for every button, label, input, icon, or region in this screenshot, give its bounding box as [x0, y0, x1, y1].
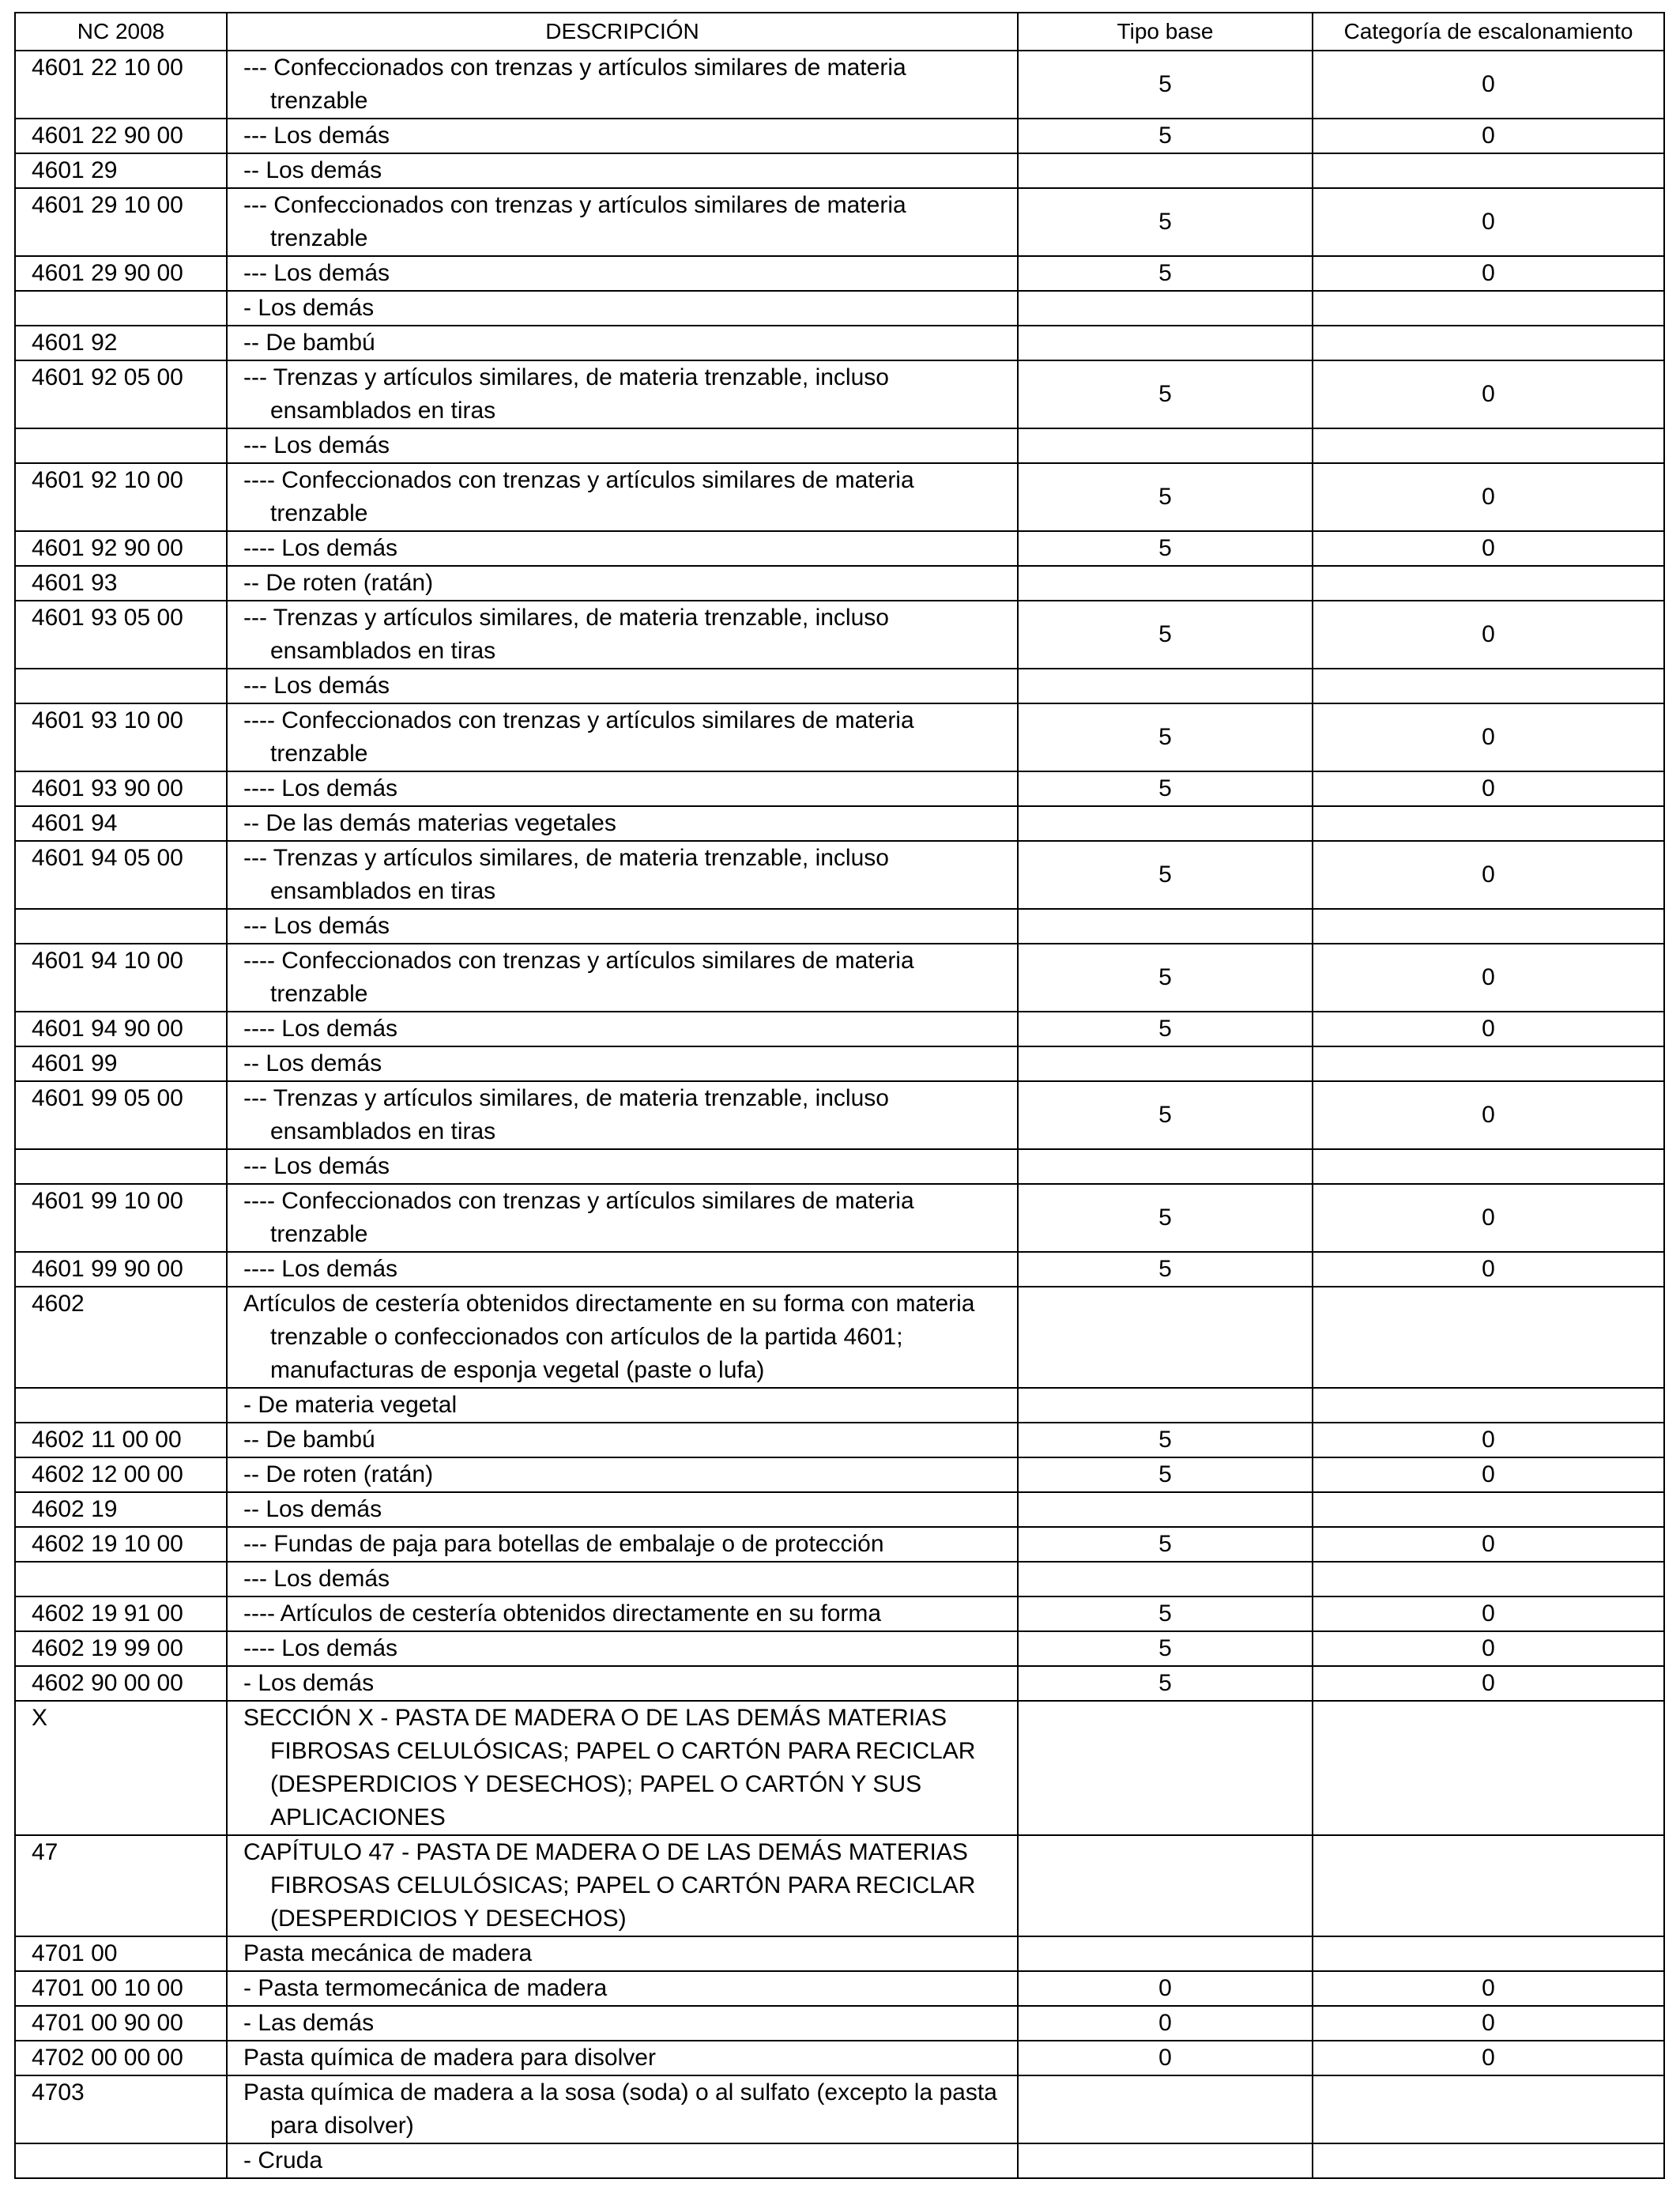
cn-code-cell: 4601 92 90 00	[15, 531, 227, 566]
cn-code-cell: 4602 19 10 00	[15, 1527, 227, 1562]
description-cell	[227, 1527, 1018, 1562]
base-rate-cell	[1018, 291, 1313, 326]
staging-category-cell: 0	[1313, 1666, 1664, 1701]
cn-code-cell: 4602	[15, 1287, 227, 1388]
description-cell	[227, 360, 1018, 428]
table-row	[15, 1492, 1664, 1527]
table-row	[15, 2075, 1664, 2143]
staging-category-cell	[1313, 291, 1664, 326]
base-rate-cell: 5	[1018, 1527, 1313, 1562]
cn-code-cell: 4602 12 00 00	[15, 1457, 227, 1492]
description-text: Pasta química de madera para disolver	[243, 2045, 656, 2071]
header-code: NC 2008	[15, 13, 227, 51]
description-text: CAPÍTULO 47 - PASTA DE MADERA O DE LAS DEMÁS MATERIAS FIBROSAS CELULÓSICAS; PAPEL O CARTÓN PARA RECICLAR (DESPERDICIOS Y DESECHOS)	[243, 1839, 976, 1932]
description-cell	[227, 1701, 1018, 1835]
cn-code-cell: 47	[15, 1835, 227, 1936]
base-rate-cell: 5	[1018, 51, 1313, 119]
table-row	[15, 1149, 1664, 1184]
description-cell	[227, 1631, 1018, 1666]
description-text: --- Los demás	[243, 260, 390, 286]
cn-code-cell: 4601 94 05 00	[15, 841, 227, 909]
staging-category-cell	[1313, 2075, 1664, 2143]
cn-code-cell: 4701 00 10 00	[15, 1971, 227, 2006]
staging-category-cell	[1313, 669, 1664, 703]
staging-category-cell	[1313, 326, 1664, 360]
description-text: ---- Los demás	[243, 1256, 398, 1282]
base-rate-cell: 5	[1018, 188, 1313, 256]
table-row	[15, 1835, 1664, 1936]
description-text: --- Los demás	[243, 123, 390, 149]
description-cell	[227, 326, 1018, 360]
staging-category-cell	[1313, 909, 1664, 944]
staging-category-cell: 0	[1313, 944, 1664, 1012]
staging-category-cell: 0	[1313, 1457, 1664, 1492]
base-rate-cell	[1018, 1492, 1313, 1527]
table-row	[15, 1562, 1664, 1596]
cn-code-cell: 4601 22 90 00	[15, 119, 227, 153]
table-row	[15, 1457, 1664, 1492]
table-row	[15, 1388, 1664, 1423]
description-cell	[227, 1012, 1018, 1046]
base-rate-cell	[1018, 1046, 1313, 1081]
description-cell	[227, 2075, 1018, 2143]
table-row	[15, 1252, 1664, 1287]
description-text: --- Trenzas y artículos similares, de materia trenzable, incluso ensamblados en tiras	[243, 364, 889, 424]
description-cell	[227, 1081, 1018, 1149]
base-rate-cell	[1018, 2075, 1313, 2143]
description-text: -- De las demás materias vegetales	[243, 810, 616, 836]
description-cell	[227, 2143, 1018, 2178]
base-rate-cell: 5	[1018, 1012, 1313, 1046]
table-row	[15, 463, 1664, 531]
staging-category-cell: 0	[1313, 2041, 1664, 2075]
base-rate-cell	[1018, 2143, 1313, 2178]
description-cell	[227, 428, 1018, 463]
table-row	[15, 944, 1664, 1012]
staging-category-cell	[1313, 1936, 1664, 1971]
base-rate-cell: 5	[1018, 703, 1313, 771]
base-rate-cell: 5	[1018, 944, 1313, 1012]
table-row	[15, 1971, 1664, 2006]
base-rate-cell: 5	[1018, 463, 1313, 531]
description-text: --- Trenzas y artículos similares, de materia trenzable, incluso ensamblados en tiras	[243, 845, 889, 904]
cn-code-cell	[15, 1562, 227, 1596]
description-text: -- De roten (ratán)	[243, 570, 434, 596]
cn-code-cell	[15, 909, 227, 944]
description-cell	[227, 841, 1018, 909]
description-cell	[227, 1252, 1018, 1287]
staging-category-cell: 0	[1313, 51, 1664, 119]
table-row	[15, 428, 1664, 463]
base-rate-cell	[1018, 566, 1313, 601]
table-header	[15, 13, 1664, 51]
staging-category-cell	[1313, 1388, 1664, 1423]
base-rate-cell	[1018, 806, 1313, 841]
cn-code-cell: 4601 29	[15, 153, 227, 188]
staging-category-cell	[1313, 1149, 1664, 1184]
description-cell	[227, 909, 1018, 944]
header-description: DESCRIPCIÓN	[227, 13, 1018, 51]
cn-code-cell: 4601 29 90 00	[15, 256, 227, 291]
base-rate-cell: 5	[1018, 1596, 1313, 1631]
description-text: - Cruda	[243, 2147, 323, 2173]
table-body	[15, 51, 1664, 2178]
staging-category-cell	[1313, 1046, 1664, 1081]
base-rate-cell	[1018, 326, 1313, 360]
description-text: --- Los demás	[243, 673, 390, 699]
description-text: ---- Los demás	[243, 535, 398, 561]
table-row	[15, 771, 1664, 806]
cn-code-cell: 4703	[15, 2075, 227, 2143]
description-cell	[227, 1423, 1018, 1457]
table-row	[15, 806, 1664, 841]
description-cell	[227, 51, 1018, 119]
staging-category-cell	[1313, 1287, 1664, 1388]
staging-category-cell: 0	[1313, 188, 1664, 256]
cn-code-cell: 4602 19	[15, 1492, 227, 1527]
description-cell	[227, 256, 1018, 291]
staging-category-cell: 0	[1313, 841, 1664, 909]
cn-code-cell: 4601 93 05 00	[15, 601, 227, 669]
base-rate-cell: 5	[1018, 1666, 1313, 1701]
description-text: --- Confeccionados con trenzas y artículos similares de materia trenzable	[243, 192, 906, 251]
staging-category-cell: 0	[1313, 463, 1664, 531]
table-row	[15, 1666, 1664, 1701]
staging-category-cell	[1313, 1492, 1664, 1527]
description-cell	[227, 1936, 1018, 1971]
description-cell	[227, 1287, 1018, 1388]
base-rate-cell	[1018, 909, 1313, 944]
cn-code-cell: 4601 92 05 00	[15, 360, 227, 428]
cn-code-cell: 4701 00 90 00	[15, 2006, 227, 2041]
description-cell	[227, 1184, 1018, 1252]
staging-category-cell	[1313, 806, 1664, 841]
description-cell	[227, 1666, 1018, 1701]
description-text: --- Trenzas y artículos similares, de materia trenzable, incluso ensamblados en tiras	[243, 1085, 889, 1144]
base-rate-cell	[1018, 1287, 1313, 1388]
base-rate-cell	[1018, 1835, 1313, 1936]
base-rate-cell	[1018, 1936, 1313, 1971]
base-rate-cell: 5	[1018, 1081, 1313, 1149]
description-cell	[227, 188, 1018, 256]
cn-code-cell: 4601 94 10 00	[15, 944, 227, 1012]
table-row	[15, 51, 1664, 119]
staging-category-cell: 0	[1313, 1423, 1664, 1457]
cn-code-cell: 4602 19 91 00	[15, 1596, 227, 1631]
base-rate-cell: 5	[1018, 1252, 1313, 1287]
cn-code-cell: 4601 29 10 00	[15, 188, 227, 256]
cn-code-cell: 4601 92	[15, 326, 227, 360]
table-row	[15, 1046, 1664, 1081]
description-text: - Los demás	[243, 295, 375, 321]
table-row	[15, 1012, 1664, 1046]
table-row	[15, 1527, 1664, 1562]
base-rate-cell: 5	[1018, 1457, 1313, 1492]
cn-code-cell: 4601 94 90 00	[15, 1012, 227, 1046]
staging-category-cell: 0	[1313, 1527, 1664, 1562]
staging-category-cell: 0	[1313, 1596, 1664, 1631]
description-cell	[227, 1492, 1018, 1527]
base-rate-cell: 0	[1018, 2006, 1313, 2041]
table-row	[15, 841, 1664, 909]
staging-category-cell	[1313, 1562, 1664, 1596]
base-rate-cell: 5	[1018, 360, 1313, 428]
description-text: Pasta química de madera a la sosa (soda) o al sulfato (excepto la pasta para disolver)	[243, 2079, 997, 2139]
table-row	[15, 2041, 1664, 2075]
description-cell	[227, 1835, 1018, 1936]
table-row	[15, 326, 1664, 360]
base-rate-cell	[1018, 428, 1313, 463]
staging-category-cell: 0	[1313, 1252, 1664, 1287]
cn-code-cell: 4601 99	[15, 1046, 227, 1081]
staging-category-cell: 0	[1313, 1184, 1664, 1252]
description-text: --- Fundas de paja para botellas de embalaje o de protección	[243, 1531, 884, 1557]
description-cell	[227, 463, 1018, 531]
staging-category-cell	[1313, 153, 1664, 188]
base-rate-cell: 5	[1018, 119, 1313, 153]
base-rate-cell	[1018, 1388, 1313, 1423]
description-text: --- Los demás	[243, 1566, 390, 1592]
description-cell	[227, 2041, 1018, 2075]
table-row	[15, 601, 1664, 669]
staging-category-cell: 0	[1313, 1012, 1664, 1046]
description-text: -- Los demás	[243, 1496, 382, 1522]
table-row	[15, 256, 1664, 291]
base-rate-cell: 5	[1018, 256, 1313, 291]
cn-code-cell: 4601 93 10 00	[15, 703, 227, 771]
header-row	[15, 13, 1664, 51]
table-row	[15, 2143, 1664, 2178]
staging-category-cell: 0	[1313, 256, 1664, 291]
staging-category-cell: 0	[1313, 771, 1664, 806]
tariff-table	[14, 12, 1665, 2179]
table-row	[15, 1936, 1664, 1971]
table-row	[15, 1081, 1664, 1149]
description-text: ---- Los demás	[243, 1635, 398, 1661]
description-text: --- Los demás	[243, 1153, 390, 1179]
description-text: ---- Los demás	[243, 1016, 398, 1042]
header-base-rate: Tipo base	[1018, 13, 1313, 51]
base-rate-cell	[1018, 669, 1313, 703]
table-row	[15, 566, 1664, 601]
staging-category-cell: 0	[1313, 2006, 1664, 2041]
base-rate-cell	[1018, 153, 1313, 188]
staging-category-cell: 0	[1313, 601, 1664, 669]
description-cell	[227, 119, 1018, 153]
description-cell	[227, 1971, 1018, 2006]
cn-code-cell: 4602 11 00 00	[15, 1423, 227, 1457]
cn-code-cell	[15, 291, 227, 326]
cn-code-cell: 4601 99 90 00	[15, 1252, 227, 1287]
description-cell	[227, 2006, 1018, 2041]
staging-category-cell	[1313, 2143, 1664, 2178]
cn-code-cell: 4601 22 10 00	[15, 51, 227, 119]
base-rate-cell: 5	[1018, 531, 1313, 566]
description-text: ---- Confeccionados con trenzas y artículos similares de materia trenzable	[243, 707, 914, 767]
description-text: SECCIÓN X - PASTA DE MADERA O DE LAS DEMÁS MATERIAS FIBROSAS CELULÓSICAS; PAPEL O CARTÓN PARA RECICLAR (DESPERDICIOS Y DESECHOS); PAPEL O CARTÓN Y SUS APLICACIONES	[243, 1705, 976, 1830]
description-text: -- Los demás	[243, 157, 382, 183]
cn-code-cell: 4701 00	[15, 1936, 227, 1971]
description-cell	[227, 1562, 1018, 1596]
base-rate-cell: 5	[1018, 1184, 1313, 1252]
cn-code-cell	[15, 669, 227, 703]
description-text: -- Los demás	[243, 1050, 382, 1076]
description-text: -- De bambú	[243, 330, 375, 356]
description-text: - Pasta termomecánica de madera	[243, 1975, 608, 2001]
staging-category-cell: 0	[1313, 531, 1664, 566]
table-row	[15, 188, 1664, 256]
staging-category-cell	[1313, 428, 1664, 463]
table-row	[15, 119, 1664, 153]
table-row	[15, 153, 1664, 188]
cn-code-cell: 4601 93 90 00	[15, 771, 227, 806]
description-text: --- Trenzas y artículos similares, de materia trenzable, incluso ensamblados en tiras	[243, 605, 889, 664]
base-rate-cell: 5	[1018, 601, 1313, 669]
cn-code-cell: 4601 99 05 00	[15, 1081, 227, 1149]
table-row	[15, 1184, 1664, 1252]
staging-category-cell	[1313, 566, 1664, 601]
staging-category-cell: 0	[1313, 703, 1664, 771]
staging-category-cell	[1313, 1835, 1664, 1936]
staging-category-cell: 0	[1313, 1971, 1664, 2006]
cn-code-cell: 4601 93	[15, 566, 227, 601]
cn-code-cell: X	[15, 1701, 227, 1835]
description-text: ---- Los demás	[243, 775, 398, 801]
base-rate-cell: 5	[1018, 771, 1313, 806]
base-rate-cell: 0	[1018, 1971, 1313, 2006]
cn-code-cell: 4602 19 99 00	[15, 1631, 227, 1666]
description-text: - Los demás	[243, 1670, 375, 1696]
cn-code-cell: 4602 90 00 00	[15, 1666, 227, 1701]
description-text: ---- Confeccionados con trenzas y artículos similares de materia trenzable	[243, 467, 914, 526]
description-text: ---- Confeccionados con trenzas y artículos similares de materia trenzable	[243, 1188, 914, 1247]
description-cell	[227, 1388, 1018, 1423]
base-rate-cell	[1018, 1701, 1313, 1835]
staging-category-cell	[1313, 1701, 1664, 1835]
staging-category-cell: 0	[1313, 1631, 1664, 1666]
table-row	[15, 531, 1664, 566]
description-text: Pasta mecánica de madera	[243, 1940, 533, 1966]
table-row	[15, 2006, 1664, 2041]
description-text: -- De roten (ratán)	[243, 1461, 434, 1487]
table-row	[15, 1423, 1664, 1457]
base-rate-cell: 5	[1018, 1423, 1313, 1457]
cn-code-cell: 4702 00 00 00	[15, 2041, 227, 2075]
base-rate-cell: 0	[1018, 2041, 1313, 2075]
cn-code-cell: 4601 94	[15, 806, 227, 841]
table-row	[15, 669, 1664, 703]
table-row	[15, 1287, 1664, 1388]
description-cell	[227, 669, 1018, 703]
description-cell	[227, 703, 1018, 771]
cn-code-cell	[15, 1149, 227, 1184]
cn-code-cell: 4601 99 10 00	[15, 1184, 227, 1252]
table-row	[15, 360, 1664, 428]
description-text: - De materia vegetal	[243, 1392, 458, 1418]
description-text: -- De bambú	[243, 1427, 375, 1453]
cn-code-cell	[15, 1388, 227, 1423]
description-cell	[227, 291, 1018, 326]
staging-category-cell: 0	[1313, 1081, 1664, 1149]
description-cell	[227, 531, 1018, 566]
description-text: - Las demás	[243, 2010, 375, 2036]
cn-code-cell: 4601 92 10 00	[15, 463, 227, 531]
description-cell	[227, 944, 1018, 1012]
description-cell	[227, 1596, 1018, 1631]
description-text: ---- Artículos de cestería obtenidos directamente en su forma	[243, 1600, 882, 1627]
description-cell	[227, 601, 1018, 669]
description-text: --- Confeccionados con trenzas y artículos similares de materia trenzable	[243, 55, 906, 114]
table-row	[15, 1596, 1664, 1631]
base-rate-cell: 5	[1018, 1631, 1313, 1666]
table-row	[15, 909, 1664, 944]
table-row	[15, 1701, 1664, 1835]
table-row	[15, 703, 1664, 771]
staging-category-cell: 0	[1313, 360, 1664, 428]
base-rate-cell	[1018, 1149, 1313, 1184]
header-staging-category: Categoría de escalonamiento	[1313, 13, 1664, 51]
cn-code-cell	[15, 428, 227, 463]
base-rate-cell	[1018, 1562, 1313, 1596]
table-row	[15, 1631, 1664, 1666]
cn-code-cell	[15, 2143, 227, 2178]
table-row	[15, 291, 1664, 326]
description-text: Artículos de cestería obtenidos directamente en su forma con materia trenzable o confeccionados con artículos de la partida 4601; manufacturas de esponja vegetal (paste o lufa)	[243, 1291, 975, 1383]
description-cell	[227, 1046, 1018, 1081]
description-cell	[227, 153, 1018, 188]
description-cell	[227, 1457, 1018, 1492]
description-text: --- Los demás	[243, 432, 390, 458]
description-text: ---- Confeccionados con trenzas y artículos similares de materia trenzable	[243, 948, 914, 1007]
description-cell	[227, 1149, 1018, 1184]
base-rate-cell: 5	[1018, 841, 1313, 909]
staging-category-cell: 0	[1313, 119, 1664, 153]
description-text: --- Los demás	[243, 913, 390, 939]
description-cell	[227, 771, 1018, 806]
description-cell	[227, 566, 1018, 601]
description-cell	[227, 806, 1018, 841]
